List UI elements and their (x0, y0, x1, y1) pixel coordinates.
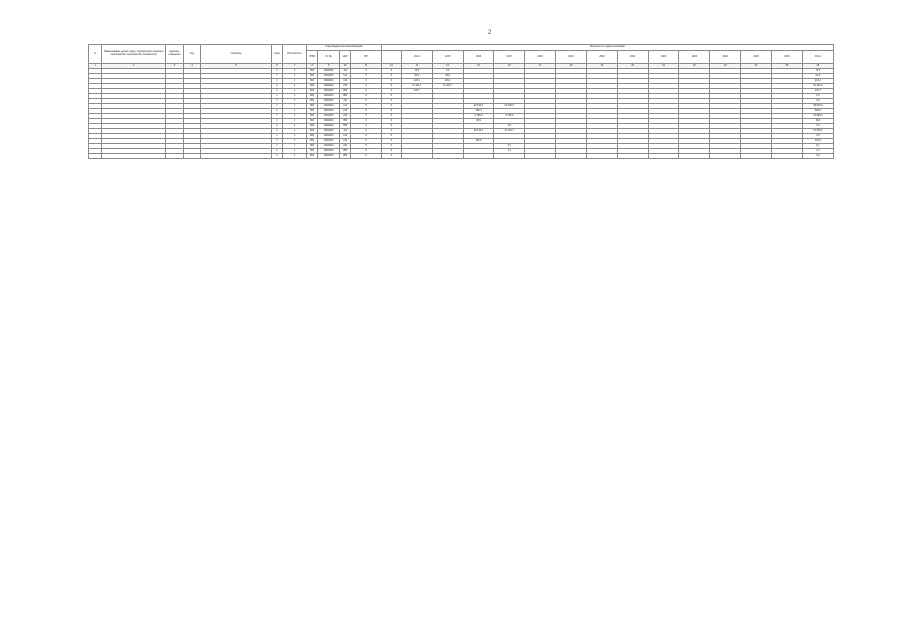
column-number-cell: 17 (525, 64, 556, 69)
column-number-cell: 18 (556, 64, 587, 69)
header-year: 2016 (463, 51, 494, 64)
table-cell: 0 (351, 89, 382, 94)
table-cell: 111 (340, 129, 351, 134)
table-cell: 0000000 (318, 129, 340, 134)
table-cell: 0 (351, 119, 382, 124)
table-cell: 0 (382, 79, 402, 84)
table-cell: 30,8 (432, 74, 463, 79)
column-number-cell: 23 (710, 64, 741, 69)
column-number-cell: 3 (166, 64, 184, 69)
table-cell: 6,1 (494, 144, 525, 149)
table-cell: 0 (382, 74, 402, 79)
column-number-cell: 6 (271, 64, 282, 69)
table-cell: 119 (340, 139, 351, 144)
table-cell: 1,0 (494, 149, 525, 154)
table-cell: 0,0 (432, 69, 463, 74)
table-cell: 61,6 (802, 74, 833, 79)
header-year: 2015 (432, 51, 463, 64)
table-cell: 111 (340, 99, 351, 104)
column-number-cell: 11 (351, 64, 382, 69)
table-cell: 0000000 (318, 144, 340, 149)
header-year: 2019 (556, 51, 587, 64)
header-year: 2024 (710, 51, 741, 64)
table-cell (102, 154, 166, 159)
table-cell: 1 (282, 129, 306, 134)
table-cell: 852 (340, 149, 351, 154)
table-cell: 0000000 (318, 114, 340, 119)
column-number-cell: 25 (772, 64, 803, 69)
table-cell: 0 (351, 124, 382, 129)
table-cell (494, 154, 525, 159)
column-number-cell: 10 (340, 64, 351, 69)
header-budget-sub: ЦСР (340, 51, 351, 64)
table-cell: 802 (307, 124, 318, 129)
column-number-cell: 4 (183, 64, 201, 69)
table-cell: 802 (307, 74, 318, 79)
table-cell: 22 323,4 (802, 84, 833, 89)
header-col6: Срок (271, 45, 282, 64)
table-cell: 0000000 (318, 79, 340, 84)
table-cell: 1 (282, 119, 306, 124)
table-cell: 0 (382, 114, 402, 119)
table-cell: 30 143,4 (463, 129, 494, 134)
table-cell: 0000000 (318, 139, 340, 144)
table-cell (166, 154, 184, 159)
table-cell: 22 510,0 (494, 104, 525, 109)
table-cell (648, 154, 679, 159)
column-number-cell: 5 (201, 64, 272, 69)
table-cell (89, 154, 102, 159)
table-cell: 1 (271, 99, 282, 104)
header-budget-sub: ГРБС (307, 51, 318, 64)
page-number: 2 (488, 30, 492, 36)
table-cell: 140,7 (802, 89, 833, 94)
table-cell: 0000000 (318, 149, 340, 154)
table-cell (401, 154, 432, 159)
header-budget-sub: Рз Пр (318, 51, 340, 64)
table-cell (556, 154, 587, 159)
table-cell: 57 545,1 (802, 129, 833, 134)
table-cell: 0 (351, 104, 382, 109)
header-year: 2014 (401, 51, 432, 64)
header-col7: Исполнитель (282, 45, 306, 64)
column-number-cell: 8 (307, 64, 318, 69)
table-cell: 0 (351, 84, 382, 89)
table-cell: 0 (382, 69, 402, 74)
table-cell: 0000000 (318, 74, 340, 79)
table-cell: 0 (351, 79, 382, 84)
table-cell: 1 (282, 94, 306, 99)
column-number-cell: 22 (679, 64, 710, 69)
table-cell: 0 (382, 154, 402, 159)
table-cell: 802 (307, 129, 318, 134)
table-cell: 48,9 (463, 119, 494, 124)
table-cell: 0 (351, 69, 382, 74)
table-cell (201, 154, 272, 159)
table-cell (432, 154, 463, 159)
table-cell: 852 (340, 89, 351, 94)
table-cell: 0 (382, 139, 402, 144)
table-cell: 802 (307, 144, 318, 149)
header-budget-sub: ВР (351, 51, 382, 64)
table-cell: 0 (382, 104, 402, 109)
table-cell: 0000000 (318, 134, 340, 139)
table-cell (463, 154, 494, 159)
table-cell (741, 154, 772, 159)
table-cell: 1 (282, 144, 306, 149)
header-subcolumn (382, 51, 402, 64)
table-cell: 1 (282, 69, 306, 74)
table-cell: 6,1 (802, 144, 833, 149)
table-cell: 0 (382, 119, 402, 124)
header-description: Описание (201, 45, 272, 64)
column-number-cell: 9 (318, 64, 340, 69)
header-year: 2026 (772, 51, 803, 64)
table-cell (617, 154, 648, 159)
table-cell: 27 401,7 (494, 129, 525, 134)
table-cell: 802 (307, 84, 318, 89)
column-number-cell: 26 (802, 64, 833, 69)
table-cell: 1 (271, 144, 282, 149)
table-cell: 1 (282, 79, 306, 84)
table-cell: 1 (282, 74, 306, 79)
table-cell: 1 (271, 69, 282, 74)
table-cell: 6 798,0 (463, 114, 494, 119)
table-cell (710, 154, 741, 159)
table-cell: 0 (351, 109, 382, 114)
header-year: 2023 (679, 51, 710, 64)
table-cell: 0 (382, 109, 402, 114)
table-cell: 22 510,0 (463, 104, 494, 109)
table-cell: 0 (351, 134, 382, 139)
table-cell: 1 (271, 89, 282, 94)
table-cell: 802 (307, 134, 318, 139)
table-cell: 0000000 (318, 104, 340, 109)
table-cell: 3,5 (494, 124, 525, 129)
table-cell: 1 (271, 149, 282, 154)
table-cell: 0 (382, 124, 402, 129)
column-number-cell: 20 (617, 64, 648, 69)
table-cell: 0,0 (802, 99, 833, 104)
table-cell: 0 (382, 129, 402, 134)
table-cell: 0 (351, 114, 382, 119)
table-cell: 0 (351, 149, 382, 154)
table-cell (183, 154, 201, 159)
header-year: 2022 (648, 51, 679, 64)
header-name: Наименование целей, задач, подпрограмм, основных мероприятий, мероприятий, показателей (102, 45, 166, 64)
table-cell: 48,9 (802, 119, 833, 124)
table-cell: 1,0 (802, 149, 833, 154)
table-cell: 1 (271, 109, 282, 114)
table-cell (679, 154, 710, 159)
column-number-cell: 19 (586, 64, 617, 69)
table-cell (586, 154, 617, 159)
table-cell: 802 (307, 104, 318, 109)
table-cell: 30,8 (401, 74, 432, 79)
table-cell: 0000000 (318, 119, 340, 124)
table-cell: 802 (307, 114, 318, 119)
column-number-cell: 24 (741, 64, 772, 69)
table-cell: 112 (340, 74, 351, 79)
table-cell: 802 (307, 94, 318, 99)
table-cell: 1 (282, 139, 306, 144)
table-cell: 0,0 (802, 154, 833, 159)
table-cell: 0000000 (318, 89, 340, 94)
table-cell: 111 (340, 69, 351, 74)
table-row (89, 154, 834, 159)
table-cell: 0 (351, 139, 382, 144)
column-number-cell: 7 (282, 64, 306, 69)
table-cell: 13,5 (401, 69, 432, 74)
table-cell: 1 (282, 124, 306, 129)
table-cell: 112 (340, 134, 351, 139)
table-cell (772, 154, 803, 159)
table-cell: 852 (340, 119, 351, 124)
column-number-cell: 16 (494, 64, 525, 69)
table-cell: 0 (382, 144, 402, 149)
table-cell: 120,1 (401, 79, 432, 84)
table-cell: 0 (382, 99, 402, 104)
table-cell: 0 (351, 144, 382, 149)
table-body (89, 64, 834, 159)
table-cell: 802 (307, 139, 318, 144)
table-cell: 0,0 (802, 134, 833, 139)
table-cell: 802 (307, 119, 318, 124)
table-cell: 0 (351, 94, 382, 99)
table-cell: 1 (282, 114, 306, 119)
column-number-cell: 21 (648, 64, 679, 69)
table-cell: 0 (382, 89, 402, 94)
table-cell: 0000000 (318, 109, 340, 114)
table-cell: 853 (340, 94, 351, 99)
table-cell: 13 596,0 (802, 114, 833, 119)
table-cell: 1 (271, 79, 282, 84)
table-cell: 119 (340, 109, 351, 114)
header-num: № (89, 45, 102, 64)
table-cell: 1 (271, 119, 282, 124)
table-cell: 0000000 (318, 69, 340, 74)
header-values-group: Значения по годам реализации (382, 45, 834, 51)
header-total: Итого (802, 51, 833, 64)
table-cell: 802 (307, 149, 318, 154)
table-cell: 1 (271, 94, 282, 99)
table-cell: 140,7 (401, 89, 432, 94)
table-cell: 0000000 (318, 124, 340, 129)
table-cell: 102,6 (802, 139, 833, 144)
header-year: 2025 (741, 51, 772, 64)
table-cell: 0 (351, 99, 382, 104)
table-cell: 11 161,7 (432, 84, 463, 89)
table-cell: 45 020,0 (802, 104, 833, 109)
column-number-cell: 1 (89, 64, 102, 69)
table-cell (525, 154, 556, 159)
column-number-cell: 12 (382, 64, 402, 69)
table-cell: 0,0 (802, 94, 833, 99)
table-cell: 0000000 (318, 84, 340, 89)
table-cell: 0 (351, 154, 382, 159)
table-cell: 1 (271, 124, 282, 129)
table-cell: 0 (351, 129, 382, 134)
table-cell: 11 161,7 (401, 84, 432, 89)
table-cell: 240,2 (802, 79, 833, 84)
document-sheet (88, 44, 834, 159)
table-cell: 120,1 (432, 79, 463, 84)
table-cell: 1 (271, 129, 282, 134)
header-budget-group: Коды бюджетной классификации (307, 45, 382, 51)
column-number-cell: 2 (102, 64, 166, 69)
header-year: 2018 (525, 51, 556, 64)
column-number-cell: 13 (401, 64, 432, 69)
table-cell: 0000000 (318, 94, 340, 99)
column-number-cell: 15 (463, 64, 494, 69)
header-year: 2021 (617, 51, 648, 64)
table-cell: 802 (307, 154, 318, 159)
table-cell: 0000000 (318, 154, 340, 159)
table-cell: 244 (340, 84, 351, 89)
table-cell: 1 (282, 109, 306, 114)
table-cell: 802 (307, 79, 318, 84)
table-cell: 1 (282, 134, 306, 139)
table-cell: 1 (282, 154, 306, 159)
table-cell: 1 (271, 104, 282, 109)
header-year: 2020 (586, 51, 617, 64)
table-cell: 0 (382, 94, 402, 99)
program-table (88, 44, 834, 159)
column-number-cell: 14 (432, 64, 463, 69)
table-cell: 0000000 (318, 99, 340, 104)
table-cell: 112 (340, 104, 351, 109)
table-cell: 244 (340, 114, 351, 119)
table-cell: 398,4 (463, 109, 494, 114)
table-cell: 1 (282, 84, 306, 89)
table-cell: 0 (382, 134, 402, 139)
table-cell: 1 (271, 74, 282, 79)
table-cell: 1 (271, 114, 282, 119)
table-cell: 13,5 (802, 69, 833, 74)
table-cell: 244 (340, 144, 351, 149)
header-year: 2017 (494, 51, 525, 64)
table-cell: 1 (271, 139, 282, 144)
table-cell: 802 (307, 109, 318, 114)
table-cell: 1 (282, 99, 306, 104)
table-cell: 119 (340, 79, 351, 84)
table-cell: 0 (382, 149, 402, 154)
table-cell: 1 (271, 154, 282, 159)
table-cell: 802 (307, 99, 318, 104)
table-cell: 6 798,0 (494, 114, 525, 119)
table-cell: 1 (282, 104, 306, 109)
table-cell: 802 (307, 69, 318, 74)
table-cell: 398,4 (802, 109, 833, 114)
table-cell: 1 (271, 84, 282, 89)
table-cell: 1 (282, 149, 306, 154)
table-cell: 1 (282, 89, 306, 94)
table-cell: 3,5 (802, 124, 833, 129)
table-cell: 0 (382, 84, 402, 89)
table-cell: 853 (340, 154, 351, 159)
header-code: Код (183, 45, 201, 64)
header-unit: Единица измерения (166, 45, 184, 64)
table-cell: 802 (307, 89, 318, 94)
table-cell: 0 (351, 74, 382, 79)
table-cell: 1 (271, 134, 282, 139)
table-cell: 102,6 (463, 139, 494, 144)
table-cell: 853 (340, 124, 351, 129)
